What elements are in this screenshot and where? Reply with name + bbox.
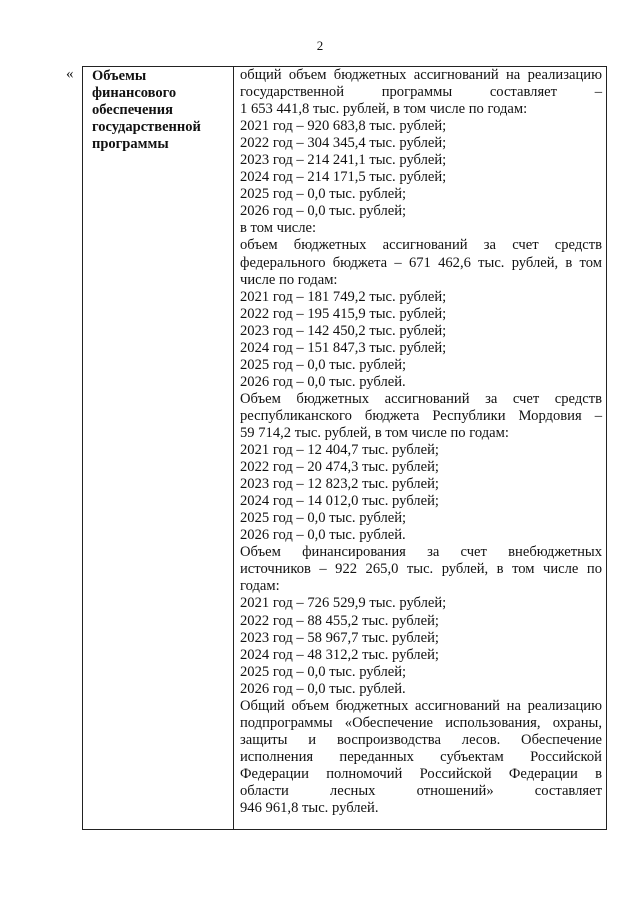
- content-line: 2024 год – 48 312,2 тыс. рублей;: [240, 646, 439, 663]
- content-line: 2024 год – 214 171,5 тыс. рублей;: [240, 169, 447, 186]
- content-line: 2022 год – 304 345,4 тыс. рублей;: [240, 135, 447, 152]
- content-line: Общий объем бюджетных ассигнований на реализацию: [240, 697, 602, 714]
- content-line: 2025 год – 0,0 тыс. рублей;: [240, 663, 407, 680]
- column-divider: [233, 67, 234, 829]
- program-passport-table: [82, 66, 607, 830]
- content-line: 2023 год – 142 450,2 тыс. рублей;: [240, 322, 447, 339]
- content-line: 2022 год – 88 455,2 тыс. рублей;: [240, 612, 439, 629]
- section-content-cell: [240, 67, 602, 817]
- content-line: 2021 год – 181 749,2 тыс. рублей;: [240, 288, 447, 305]
- content-line: 2024 год – 151 847,3 тыс. рублей;: [240, 339, 447, 356]
- content-line: годам:: [240, 578, 280, 595]
- content-line: источников – 922 265,0 тыс. рублей, в том числе по: [240, 561, 602, 578]
- opening-quote-mark: «: [66, 66, 74, 82]
- content-line: 2026 год – 0,0 тыс. рублей;: [240, 203, 407, 220]
- content-line: республиканского бюджета Республики Мордовия –: [240, 407, 602, 424]
- content-line: 2025 год – 0,0 тыс. рублей;: [240, 186, 407, 203]
- content-line: 2022 год – 20 474,3 тыс. рублей;: [240, 459, 439, 476]
- content-line: 1 653 441,8 тыс. рублей, в том числе по годам:: [240, 101, 528, 118]
- content-line: 2026 год – 0,0 тыс. рублей.: [240, 373, 406, 390]
- content-line: Объем бюджетных ассигнований за счет средств: [240, 390, 602, 407]
- content-line: 2021 год – 726 529,9 тыс. рублей;: [240, 595, 447, 612]
- content-line: в том числе:: [240, 220, 317, 237]
- section-title-line: финансового: [92, 85, 177, 102]
- section-title-line: Объемы: [92, 68, 147, 84]
- content-line: 2023 год – 58 967,7 тыс. рублей;: [240, 629, 439, 646]
- section-title-line: государственной: [92, 119, 201, 136]
- content-line: исполнения переданных субъектам Российской: [240, 748, 602, 765]
- page-number: 2: [316, 38, 324, 53]
- content-line: защиты и воспроизводства лесов. Обеспечение: [240, 731, 602, 748]
- content-line: общий объем бюджетных ассигнований на реализацию: [240, 67, 602, 83]
- content-line: 2025 год – 0,0 тыс. рублей;: [240, 510, 407, 527]
- content-line: 2025 год – 0,0 тыс. рублей;: [240, 356, 407, 373]
- content-line: 946 961,8 тыс. рублей.: [240, 800, 379, 817]
- section-title-line: программы: [92, 136, 169, 153]
- content-line: государственной программы составляет –: [240, 84, 602, 101]
- content-line: числе по годам:: [240, 271, 338, 288]
- content-line: 2026 год – 0,0 тыс. рублей.: [240, 527, 406, 544]
- content-line: 2024 год – 14 012,0 тыс. рублей;: [240, 493, 439, 510]
- content-line: 2026 год – 0,0 тыс. рублей.: [240, 680, 406, 697]
- content-line: 2022 год – 195 415,9 тыс. рублей;: [240, 305, 447, 322]
- content-line: 2023 год – 214 241,1 тыс. рублей;: [240, 152, 447, 169]
- content-line: подпрограммы «Обеспечение использования, охраны,: [240, 714, 602, 731]
- content-line: федерального бюджета – 671 462,6 тыс. рублей, в том: [240, 254, 602, 271]
- content-line: 2021 год – 920 683,8 тыс. рублей;: [240, 118, 447, 135]
- section-title-line: обеспечения: [92, 102, 173, 119]
- content-line: области лесных отношений» составляет: [240, 782, 602, 799]
- content-line: Объем финансирования за счет внебюджетных: [240, 544, 602, 561]
- content-line: объем бюджетных ассигнований за счет средств: [240, 237, 602, 254]
- content-line: 59 714,2 тыс. рублей, в том числе по годам:: [240, 424, 509, 441]
- content-line: 2021 год – 12 404,7 тыс. рублей;: [240, 442, 439, 459]
- content-line: Федерации полномочий Российской Федерации в: [240, 765, 602, 782]
- section-title-cell: [92, 68, 230, 153]
- content-line: 2023 год – 12 823,2 тыс. рублей;: [240, 476, 439, 493]
